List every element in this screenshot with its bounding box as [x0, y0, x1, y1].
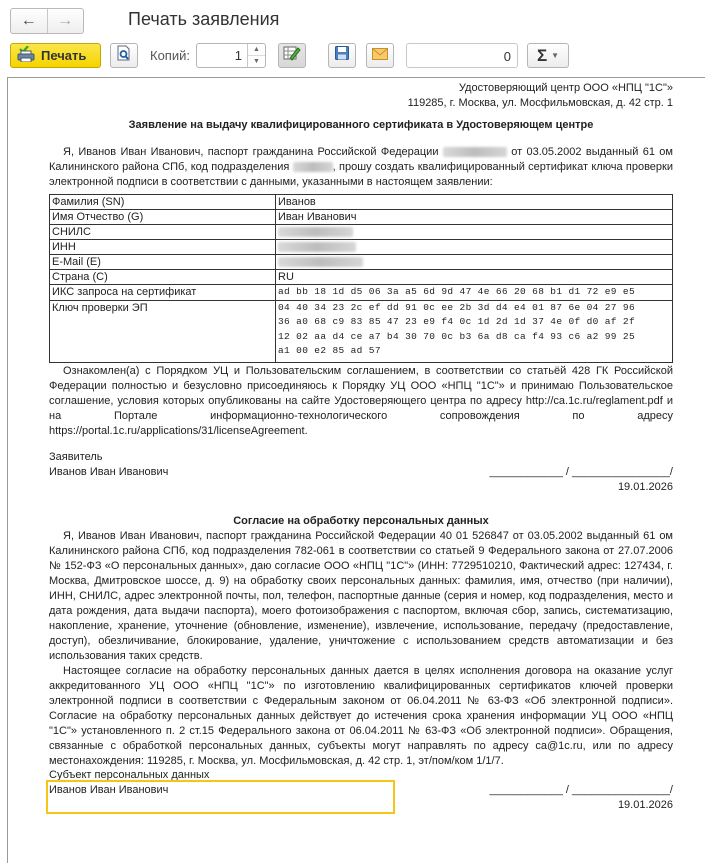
consent-text — [49, 529, 673, 769]
agreement-paragraph: Ознакомлен(а) с Порядком УЦ и Пользовательским соглашением, в соответствии со статьёй 428 ГК Российской Федерации полностью и безусловно присоединяюсь к Порядку УЦ ООО «НПЦ "1С"» и принимаю Пользовательское соглашение, условия которых опубликованы на сайте Удостоверяющего центра по адресу http://ca.1c.ru/reglament.pdf и на Портале информационно-технологического сопровождения по адресу https://portal.1c.ru/applications/31/licenseAgreement. — [49, 365, 673, 437]
signature-date: 19.01.2026 — [617, 799, 673, 811]
print-label: Печать — [41, 48, 87, 63]
consent-paragraph-1: Я, Иванов Иван Иванович, паспорт гражданина Российской Федерации 40 01 526847 от 03.05.2002 выданный 61 ом Калининского района СПб, код подразделения 782-061 в соответствии со статьей 9 Федерального закона от 27.07.2006 № 152-ФЗ «О персональных данных», даю согласие ООО «НПЦ "1С"» (ИНН: 7729510210, Фактический адрес: 127434, г. Москва, Дмитровское шоссе, д. 9) на обработку своих персональных данных: фамилия, имя, отчество (при наличии), ИНН, СНИЛС, адрес электронной почты, пол, телефон, паспортные данные (серия и номер, код подразделения, место и дата рождения, дата выдачи паспорта), моего фотоизображения с паспортом, включая сбор, запись, систематизацию, накопление, хранение, уточнение (обновление, изменение), извлечение, использование, передачу (предоставление, доступ), обезличивание, блокирование, удаление, уничтожение с использованием средств автоматизации и без использования таких средств. — [49, 530, 673, 662]
redacted-passport — [443, 147, 507, 157]
signature-date: 19.01.2026 — [617, 481, 673, 493]
table-row: Ключ проверки ЭП 04 40 34 23 2c ef dd 91 0c ee 2b 3d d4 e4 01 87 6e 04 27 96 36 a0 68 c9 83 85 47 23 e9 f4 0c 1d 2d 1d 37 4e 0f d0 af 2f 12 02 aa d4 ce a7 b4 30 70 0c b3 6a d8 ca f4 93 c6 a2 99 25 a1 00 e2 85 ad 57 — [50, 300, 673, 362]
sum-button[interactable] — [527, 43, 569, 68]
table-row: ИКС запроса на сертификат ad bb 18 1d d5 06 3a a5 6d 9d 47 4e 66 20 68 b1 d1 72 e9 e5 — [50, 285, 673, 301]
page-magnifier-icon — [117, 45, 131, 66]
floppy-disk-icon — [335, 46, 349, 65]
document-viewer[interactable] — [7, 77, 705, 863]
table-row: E-Mail (E) — [50, 255, 673, 270]
forward-button[interactable] — [47, 9, 84, 33]
signer-name: Иванов Иван Иванович — [49, 466, 169, 478]
preview-button[interactable] — [110, 43, 138, 68]
increment-button[interactable]: ▲ — [253, 46, 260, 53]
agreement-url: https://portal.1c.ru/applications/31/licenseAgreement. — [49, 425, 308, 437]
chevron-down-icon: ▼ — [551, 51, 560, 60]
public-key-value: 04 40 34 23 2c ef dd 91 0c ee 2b 3d d4 e4 01 87 6e 04 27 96 36 a0 68 c9 83 85 47 23 e9 f4 0c 1d 2d 1d 37 4e 0f d0 af 2f 12 02 aa d4 ce a7 b4 30 70 0c b3 6a d8 ca f4 93 c6 a2 99 25 a1 00 e2 85 ad 57 — [276, 300, 673, 362]
printer-icon — [17, 46, 35, 65]
print-button[interactable] — [10, 43, 101, 68]
redacted-division-code — [293, 162, 333, 172]
issuer-address: 119285, г. Москва, ул. Мосфильмовская, д. 42 стр. 1 — [407, 97, 673, 109]
back-button[interactable] — [11, 9, 47, 33]
page-title: Печать заявления — [128, 9, 280, 29]
signer-name: Иванов Иван Иванович — [49, 784, 169, 796]
save-button[interactable] — [328, 43, 356, 68]
copies-stepper — [247, 44, 265, 67]
decrement-button[interactable]: ▼ — [248, 55, 265, 67]
table-row: Фамилия (SN) Иванов — [50, 195, 673, 210]
redacted-inn — [278, 242, 356, 252]
table-row: Имя Отчество (G) Иван Иванович — [50, 210, 673, 225]
copies-input[interactable] — [197, 44, 247, 67]
application-intro: Я, Иванов Иван Иванович, паспорт гражданина Российской Федерации от 03.05.2002 выданный 61 ом Калининского района СПб, код подразделения , прошу создать квалифицированный сертификат ключа проверки электронной подписи в соответствии с данными, указанными в настоящем заявлении: — [49, 146, 673, 188]
arrow-left-icon: ← — [20, 12, 37, 29]
document-header — [49, 81, 673, 111]
signature-line: ____________ / ________________/ — [489, 784, 673, 796]
signer-role: Субъект персональных данных — [49, 769, 210, 781]
consent-paragraph-2: Настоящее согласие на обработку персональных данных дается в целях исполнения договора на оказание услуг аккредитованного УЦ ООО «НПЦ "1С"» по изготовлению квалифицированных сертификатов ключей проверки электронной подписи в соответствии с Федеральным законом от 06.04.2011 № 63-ФЗ «Об электронной подписи». Согласие на обработку персональных данных действует до истечения срока хранения информации УЦ ООО «НПЦ "1С"» установленного п. 2 ст.15 Федерального закона от 06.04.2011 № 63-ФЗ «Об электронной подписи». Обращения, связанные с обработкой персональных данных, субъекты могут направлять по адресу ca@1c.ru, или по адресу местонахождения: 119285, г. Москва, ул. Мосфильмовская, д. 42 стр. 1, эт/пом/ком 1/1/7. — [49, 665, 673, 767]
applicant-signature-block — [49, 450, 673, 493]
arrow-right-icon: → — [57, 12, 74, 29]
application-title: Заявление на выдачу квалифицированного сертификата в Удостоверяющем центре — [128, 119, 594, 131]
certificate-data-table — [49, 194, 673, 363]
copies-label: Копий: — [150, 48, 190, 63]
redacted-email — [278, 257, 363, 267]
sigma-icon: Σ — [536, 45, 548, 65]
table-row: Страна (C) RU — [50, 270, 673, 285]
table-pencil-icon — [283, 45, 301, 66]
consent-title: Согласие на обработку персональных данных — [233, 515, 489, 527]
signer-role: Заявитель — [49, 451, 103, 463]
edit-toggle-button[interactable] — [278, 43, 306, 68]
navigation-buttons — [10, 8, 84, 34]
table-row: ИНН — [50, 240, 673, 255]
table-row: СНИЛС — [50, 225, 673, 240]
redacted-snils — [278, 227, 353, 237]
email-button[interactable] — [366, 43, 394, 68]
selected-cell-highlight[interactable] — [46, 780, 395, 814]
sum-field: 0 — [406, 43, 518, 68]
issuer-name: Удостоверяющий центр ООО «НПЦ "1С"» — [458, 82, 673, 94]
signature-line: ____________ / ________________/ — [489, 466, 673, 478]
envelope-icon — [372, 47, 388, 65]
copies-field — [196, 43, 266, 68]
